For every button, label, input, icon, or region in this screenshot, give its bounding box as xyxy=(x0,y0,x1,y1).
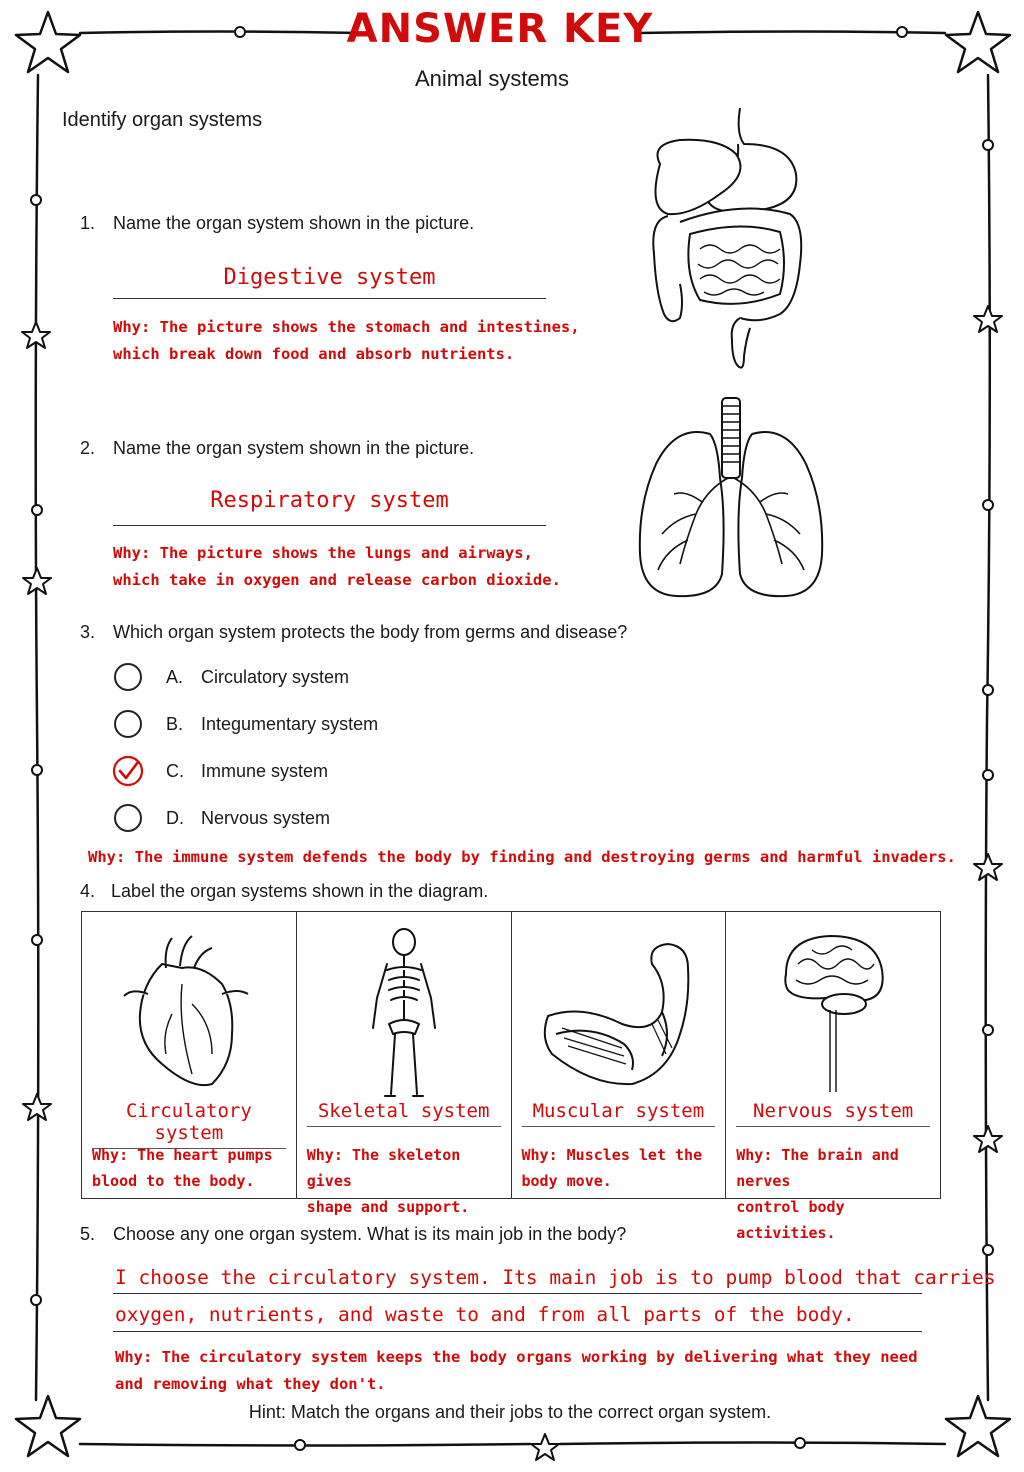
q5-text: Choose any one organ system. What is its main job in the body? xyxy=(113,1224,627,1244)
q5-why-line-2: and removing what they don't. xyxy=(115,1375,386,1393)
q2-text: Name the organ system shown in the picture. xyxy=(113,438,475,458)
why-skeletal xyxy=(307,1142,505,1220)
option-d-text: Nervous system xyxy=(201,808,331,828)
q5-number: 5. xyxy=(80,1224,96,1244)
page-title: ANSWER KEY xyxy=(346,6,654,52)
option-b-letter: B. xyxy=(166,714,184,734)
option-c-letter: C. xyxy=(166,761,184,781)
why-nervous-line-2: control body activities. xyxy=(736,1198,845,1242)
option-d-radio[interactable] xyxy=(114,804,142,832)
checkmark-icon xyxy=(120,762,138,778)
label-skeletal: Skeletal system xyxy=(307,1100,501,1127)
label-muscular: Muscular system xyxy=(522,1100,716,1127)
heart-icon xyxy=(82,924,296,1104)
lungs-illustration xyxy=(636,394,826,600)
q1-why xyxy=(113,314,580,368)
option-b-text: Integumentary system xyxy=(201,714,379,734)
option-c-radio-checked[interactable] xyxy=(112,754,146,788)
q1-answer: Digestive system xyxy=(223,265,436,290)
option-c-text: Immune system xyxy=(201,761,329,781)
option-a-text: Circulatory system xyxy=(201,667,350,687)
q2-number: 2. xyxy=(80,438,96,458)
cell-circulatory xyxy=(82,912,297,1199)
why-nervous xyxy=(736,1142,934,1246)
why-muscular-line-2: body move. xyxy=(521,1172,612,1190)
q2-answer-line xyxy=(113,525,546,526)
label-nervous: Nervous system xyxy=(736,1100,930,1127)
q1-text: Name the organ system shown in the picture. xyxy=(113,213,475,233)
q5-rule-2 xyxy=(113,1331,922,1332)
q2-why-line-1: Why: The picture shows the lungs and airways, xyxy=(113,544,533,562)
q5-rule-1 xyxy=(113,1293,922,1294)
q4-text: Label the organ systems shown in the diagram. xyxy=(111,881,489,901)
skeleton-icon xyxy=(297,924,511,1104)
q1-answer-line xyxy=(113,298,546,299)
q5-answer-line-2: oxygen, nutrients, and waste to and from all parts of the body. xyxy=(115,1303,855,1326)
option-a-radio[interactable] xyxy=(114,663,142,691)
section-heading: Identify organ systems xyxy=(62,109,263,131)
option-b-radio[interactable] xyxy=(114,710,142,738)
option-d-letter: D. xyxy=(166,808,184,828)
cell-skeletal xyxy=(296,912,511,1216)
q5-why xyxy=(115,1344,918,1398)
page-subtitle: Animal systems xyxy=(414,66,570,91)
cell-muscular xyxy=(511,912,726,1199)
label-circulatory: Circulatory system xyxy=(92,1100,286,1149)
why-circulatory-line-1: Why: The heart pumps xyxy=(92,1146,273,1164)
q5-answer-line-1: I choose the circulatory system. Its main job is to pump blood that carries xyxy=(115,1266,996,1289)
q3-number: 3. xyxy=(80,622,96,642)
brain-icon xyxy=(726,924,940,1104)
q3-text: Which organ system protects the body from germs and disease? xyxy=(113,622,628,642)
q1-number: 1. xyxy=(80,213,96,233)
hint-text: Hint: Match the organs and their jobs to the correct organ system. xyxy=(248,1402,772,1422)
q1-why-line-1: Why: The picture shows the stomach and intestines, xyxy=(113,318,580,336)
q2-why xyxy=(113,540,561,594)
q2-answer: Respiratory system xyxy=(210,488,449,513)
q5-why-line-1: Why: The circulatory system keeps the body organs working by delivering what they need xyxy=(115,1348,918,1366)
cell-nervous xyxy=(726,912,941,1242)
why-circulatory xyxy=(92,1142,290,1194)
why-nervous-line-1: Why: The brain and nerves xyxy=(736,1146,899,1190)
q3-why: Why: The immune system defends the body by finding and destroying germs and harmful invaders. xyxy=(88,848,956,866)
q1-why-line-2: which break down food and absorb nutrients. xyxy=(113,345,515,363)
why-circulatory-line-2: blood to the body. xyxy=(92,1172,255,1190)
q4-number: 4. xyxy=(80,881,96,901)
why-muscular xyxy=(522,1142,720,1194)
option-a-letter: A. xyxy=(166,667,184,687)
digestive-system-illustration xyxy=(640,104,810,376)
why-skeletal-line-1: Why: The skeleton gives xyxy=(306,1146,461,1190)
q2-why-line-2: which take in oxygen and release carbon dioxide. xyxy=(113,571,561,589)
arm-muscle-icon xyxy=(512,924,726,1104)
why-muscular-line-1: Why: Muscles let the xyxy=(521,1146,703,1164)
why-skeletal-line-2: shape and support. xyxy=(306,1198,470,1216)
